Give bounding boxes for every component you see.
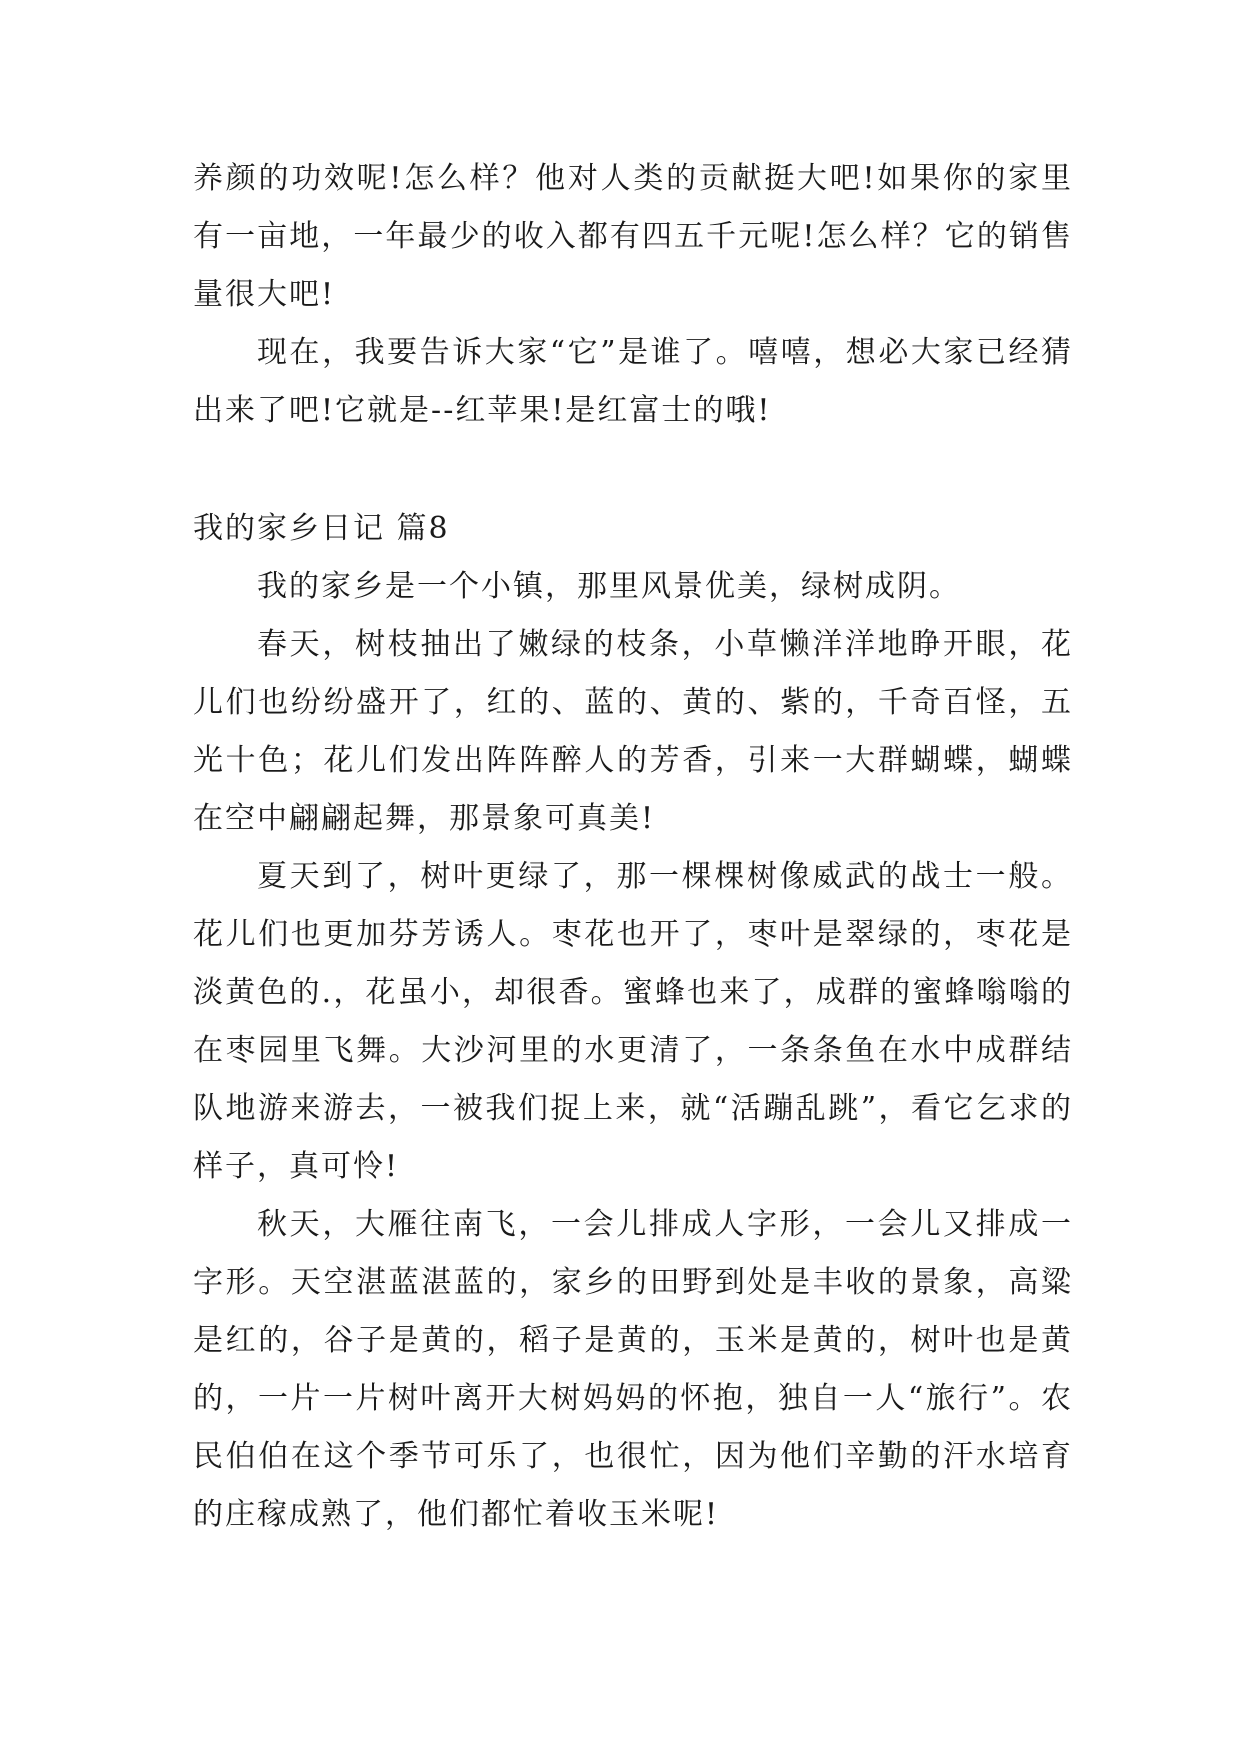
paragraph: 现在，我要告诉大家“它”是谁了。嘻嘻，想必大家已经猜出来了吧!它就是--红苹果!是红富士的哦! xyxy=(193,335,1073,428)
paragraph: 秋天，大雁往南飞，一会儿排成人字形，一会儿又排成一字形。天空湛蓝湛蓝的，家乡的田野到处是丰收的景象，高粱是红的，谷子是黄的，稻子是黄的，玉米是黄的，树叶也是黄的，一片一片树叶离开大树妈妈的怀抱，独自一人“旅行”。农民伯伯在这个季节可乐了，也很忙，因为他们辛勤的汗水培育的庄稼成熟了，他们都忙着收玉米呢! xyxy=(193,1207,1073,1532)
paragraph: 春天，树枝抽出了嫩绿的枝条，小草懒洋洋地睁开眼，花儿们也纷纷盛开了，红的、蓝的、黄的、紫的，千奇百怪，五光十色；花儿们发出阵阵醉人的芳香，引来一大群蝴蝶，蝴蝶在空中翩翩起舞，那景象可真美! xyxy=(193,627,1073,836)
section-title: 我的家乡日记 篇8 xyxy=(193,511,450,546)
paragraph: 养颜的功效呢!怎么样？他对人类的贡献挺大吧!如果你的家里有一亩地，一年最少的收入都有四五千元呢!怎么样？它的销售量很大吧! xyxy=(193,161,1073,312)
paragraph: 夏天到了，树叶更绿了，那一棵棵树像威武的战士一般。花儿们也更加芬芳诱人。枣花也开了，枣叶是翠绿的，枣花是淡黄色的.，花虽小，却很香。蜜蜂也来了，成群的蜜蜂嗡嗡的在枣园里飞舞。大沙河里的水更清了，一条条鱼在水中成群结队地游来游去，一被我们捉上来，就“活蹦乱跳”，看它乞求的样子，真可怜! xyxy=(193,859,1073,1184)
diary-section xyxy=(193,500,1073,1544)
paragraph: 我的家乡是一个小镇，那里风景优美，绿树成阴。 xyxy=(257,569,961,604)
document-page xyxy=(193,150,1073,1544)
section-spacer xyxy=(193,440,1073,500)
